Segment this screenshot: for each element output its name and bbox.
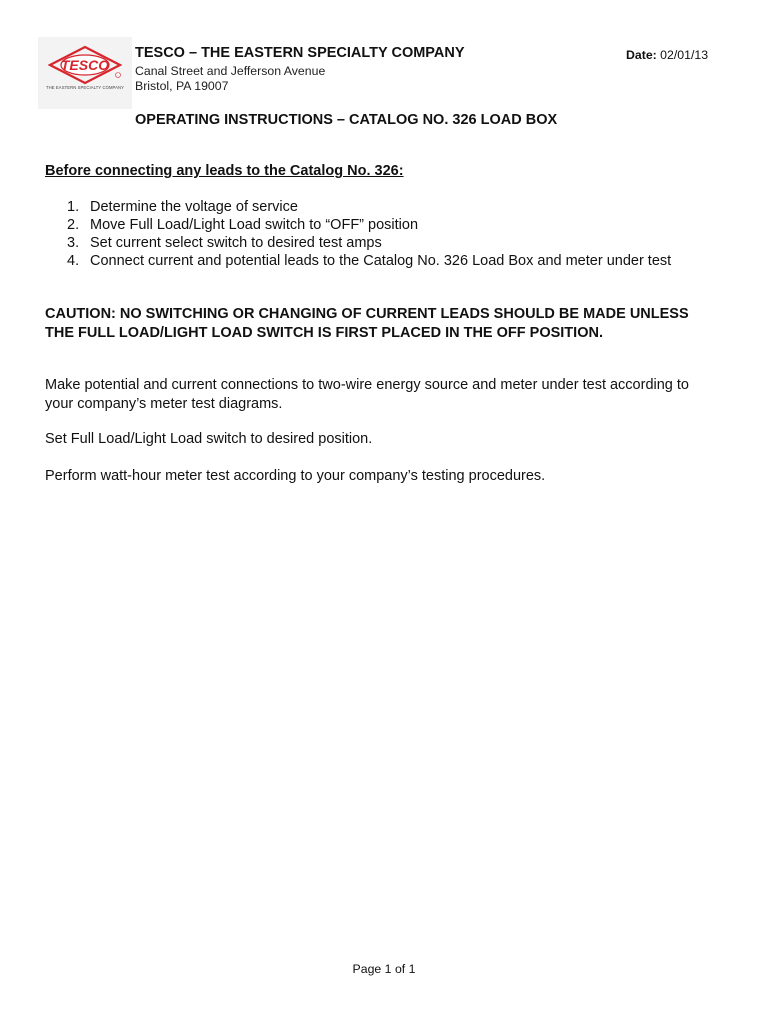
date-value: 02/01/13 — [660, 48, 709, 62]
address-line-1: Canal Street and Jefferson Avenue — [135, 64, 326, 78]
switch-position-paragraph: Set Full Load/Light Load switch to desired position. — [45, 431, 373, 447]
company-name: TESCO – THE EASTERN SPECIALTY COMPANY — [135, 45, 465, 61]
meter-test-paragraph: Perform watt-hour meter test according to your company’s testing procedures. — [45, 468, 546, 484]
address-line-2: Bristol, PA 19007 — [135, 79, 229, 93]
before-connecting-heading: Before connecting any leads to the Catalog No. 326: — [45, 163, 404, 179]
caution-line-1: CAUTION: NO SWITCHING OR CHANGING OF CURRENT LEADS SHOULD BE MADE UNLESS — [45, 306, 689, 322]
caution-line-2: THE FULL LOAD/LIGHT LOAD SWITCH IS FIRST PLACED IN THE OFF POSITION. — [45, 324, 603, 341]
document-title: OPERATING INSTRUCTIONS – CATALOG NO. 326 LOAD BOX — [135, 112, 558, 128]
connections-paragraph — [45, 376, 689, 413]
tesco-diamond-logo-icon — [48, 45, 122, 85]
date-label: Date: — [626, 48, 657, 62]
step-number: 4. — [67, 253, 80, 269]
page-number: Page 1 of 1 — [352, 962, 416, 976]
step-text: Set current select switch to desired test amps — [90, 235, 382, 251]
document-date — [626, 48, 708, 62]
step-number: 2. — [67, 217, 80, 233]
connections-line-1: Make potential and current connections to two-wire energy source and meter under test according to — [45, 377, 689, 393]
step-number: 1. — [67, 199, 80, 215]
list-item — [45, 235, 671, 253]
list-item — [45, 217, 671, 235]
list-item — [45, 199, 671, 217]
list-item — [45, 253, 671, 271]
caution-notice — [45, 305, 689, 342]
instruction-steps-list — [45, 199, 671, 271]
logo-tagline: THE EASTERN SPECIALTY COMPANY — [45, 85, 125, 90]
step-text: Move Full Load/Light Load switch to “OFF” position — [90, 217, 419, 233]
company-logo — [38, 37, 132, 109]
step-number: 3. — [67, 235, 80, 251]
step-text: Connect current and potential leads to the Catalog No. 326 Load Box and meter under test — [90, 253, 672, 269]
step-text: Determine the voltage of service — [90, 199, 298, 215]
connections-line-2: your company’s meter test diagrams. — [45, 395, 283, 412]
logo-wordmark: TESCO — [60, 57, 110, 73]
